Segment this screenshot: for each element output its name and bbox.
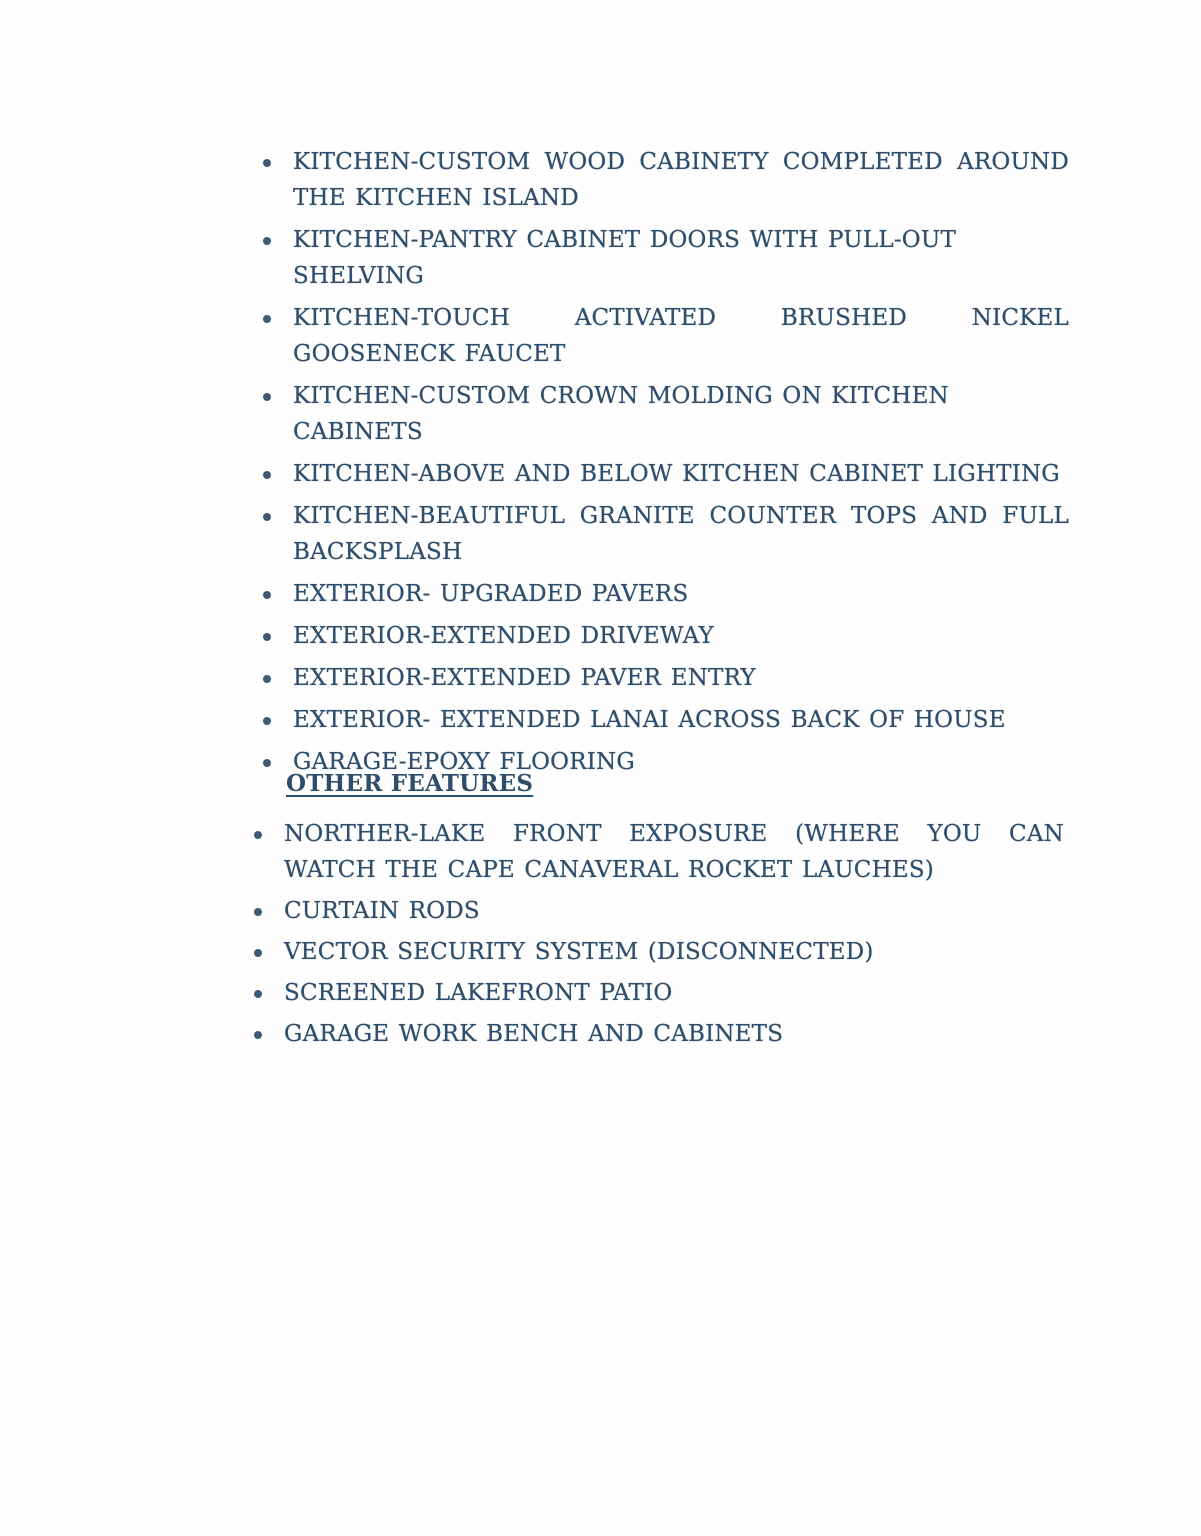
list-item bbox=[293, 660, 1069, 696]
list-item-text: KITCHEN-CUSTOM CROWN MOLDING ON KITCHEN CABINETS bbox=[293, 383, 949, 445]
list-item-text: SCREENED LAKEFRONT PATIO bbox=[284, 980, 673, 1006]
bullet-icon bbox=[263, 159, 271, 167]
list-item-text: EXTERIOR- EXTENDED LANAI ACROSS BACK OF HOUSE bbox=[293, 707, 1006, 733]
bullet-icon bbox=[263, 717, 271, 725]
list-item-text: VECTOR SECURITY SYSTEM (DISCONNECTED) bbox=[284, 939, 874, 965]
bullet-icon bbox=[263, 759, 271, 767]
list-item bbox=[293, 378, 1069, 450]
list-item bbox=[293, 456, 1069, 492]
list-item-text: NORTHER-LAKE FRONT EXPOSURE (WHERE YOU CAN WATCH THE CAPE CANAVERAL ROCKET LAUCHES) bbox=[284, 821, 1064, 883]
bullet-icon bbox=[263, 591, 271, 599]
list-item bbox=[293, 222, 1069, 294]
list-item bbox=[284, 816, 1064, 888]
bullet-icon bbox=[263, 237, 271, 245]
bullet-icon bbox=[263, 513, 271, 521]
bullet-icon bbox=[254, 949, 262, 957]
list-item-text: EXTERIOR-EXTENDED DRIVEWAY bbox=[293, 623, 714, 649]
bullet-icon bbox=[254, 1031, 262, 1039]
list-item-text: KITCHEN-BEAUTIFUL GRANITE COUNTER TOPS AND FULL BACKSPLASH bbox=[293, 503, 1069, 565]
list-item bbox=[293, 498, 1069, 570]
list-item-text: GARAGE-EPOXY FLOORING bbox=[293, 749, 635, 775]
bullet-icon bbox=[254, 831, 262, 839]
list-item-text: EXTERIOR-EXTENDED PAVER ENTRY bbox=[293, 665, 756, 691]
bullet-icon bbox=[263, 315, 271, 323]
list-item bbox=[293, 576, 1069, 612]
list-item-text: KITCHEN-ABOVE AND BELOW KITCHEN CABINET LIGHTING bbox=[293, 461, 1060, 487]
list-item-text: KITCHEN-PANTRY CABINET DOORS WITH PULL-OUT SHELVING bbox=[293, 227, 956, 289]
list-item-text: GARAGE WORK BENCH AND CABINETS bbox=[284, 1021, 784, 1047]
bullet-icon bbox=[263, 675, 271, 683]
list-item bbox=[284, 893, 1064, 929]
bullet-icon bbox=[263, 471, 271, 479]
upgrades-list bbox=[293, 144, 1069, 786]
list-item bbox=[284, 975, 1064, 1011]
list-item bbox=[293, 618, 1069, 654]
list-item-text: KITCHEN-TOUCH ACTIVATED BRUSHED NICKEL GOOSENECK FAUCET bbox=[293, 305, 1069, 367]
bullet-icon bbox=[254, 908, 262, 916]
list-item-text: EXTERIOR- UPGRADED PAVERS bbox=[293, 581, 689, 607]
bullet-icon bbox=[263, 633, 271, 641]
bullet-icon bbox=[263, 393, 271, 401]
other-features-heading: OTHER FEATURES bbox=[286, 770, 534, 797]
list-item bbox=[293, 144, 1069, 216]
list-item bbox=[293, 300, 1069, 372]
list-item-text: CURTAIN RODS bbox=[284, 898, 480, 924]
bullet-icon bbox=[254, 990, 262, 998]
other-features-list bbox=[284, 816, 1064, 1057]
list-item bbox=[284, 1016, 1064, 1052]
list-item bbox=[284, 934, 1064, 970]
list-item bbox=[293, 702, 1069, 738]
list-item-text: KITCHEN-CUSTOM WOOD CABINETY COMPLETED AROUND THE KITCHEN ISLAND bbox=[293, 149, 1069, 211]
